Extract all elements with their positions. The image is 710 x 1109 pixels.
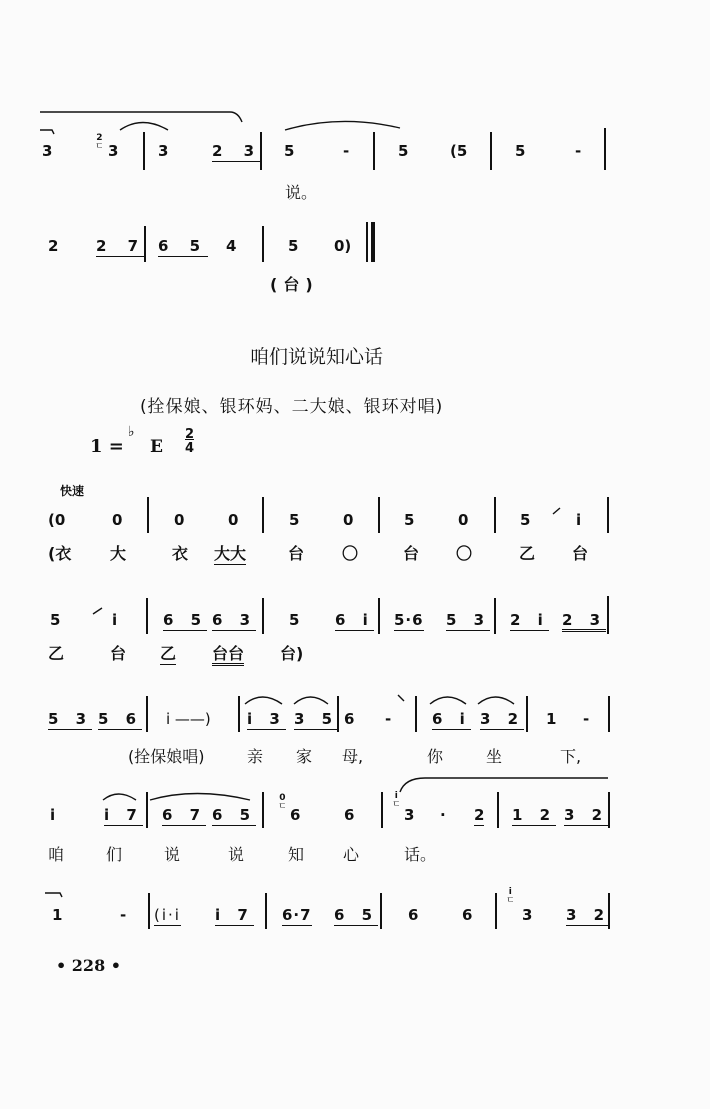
note-group: 1 2 bbox=[512, 806, 557, 824]
song-title: 咱们说说知心话 bbox=[250, 346, 384, 368]
note-group: 5·6 bbox=[394, 611, 424, 629]
lyric: 说 bbox=[164, 845, 181, 864]
dash: - bbox=[583, 710, 590, 728]
bar-line bbox=[490, 132, 492, 170]
bar-line bbox=[238, 696, 240, 732]
bar-line bbox=[260, 132, 262, 170]
note: (5 bbox=[450, 142, 468, 160]
bar-line bbox=[366, 222, 368, 262]
note: 6 bbox=[344, 710, 355, 728]
note-group: 6 3 bbox=[212, 611, 257, 629]
bar-line bbox=[608, 792, 610, 828]
percussion-syllable: 乙 bbox=[519, 544, 536, 563]
note: 2 bbox=[474, 806, 485, 824]
dash: - bbox=[575, 142, 582, 160]
grace-note: 2 ㄷ bbox=[95, 133, 104, 152]
note: 0 bbox=[228, 511, 239, 529]
final-bar-line bbox=[371, 222, 375, 262]
lyric: 们 bbox=[106, 845, 123, 864]
note: i bbox=[50, 806, 56, 824]
lyric: 家 bbox=[296, 747, 313, 766]
note: 2 bbox=[48, 237, 59, 255]
lyric: 咱 bbox=[48, 845, 65, 864]
bar-line bbox=[495, 893, 497, 929]
bar-line bbox=[494, 497, 496, 533]
bar-line bbox=[262, 226, 264, 262]
note: (0 bbox=[48, 511, 66, 529]
percussion-syllable: 台) bbox=[280, 644, 304, 663]
bar-line bbox=[415, 696, 417, 732]
note: 5 bbox=[284, 142, 295, 160]
note: 5 bbox=[50, 611, 61, 629]
bar-line bbox=[380, 893, 382, 929]
note-group: 6 5 bbox=[158, 237, 209, 255]
bar-line bbox=[262, 792, 264, 828]
note-group: 3 5 bbox=[294, 710, 339, 728]
note-group: 6 i bbox=[432, 710, 471, 728]
lyric: 母, bbox=[342, 747, 364, 766]
bar-line bbox=[608, 696, 610, 732]
page-number: • 228 • bbox=[56, 956, 121, 975]
note-group: 2 i bbox=[510, 611, 549, 629]
note-group: i 7 bbox=[215, 906, 254, 924]
note: 6 bbox=[290, 806, 301, 824]
bar-line bbox=[262, 598, 264, 634]
note-group: i 7 bbox=[104, 806, 143, 824]
note-group: i 3 bbox=[247, 710, 286, 728]
note-group: 5 3 bbox=[48, 710, 93, 728]
note-group: 2 3 bbox=[562, 613, 606, 632]
bar-line bbox=[604, 128, 606, 170]
note-group: 6 5 bbox=[163, 611, 208, 629]
note: 0 bbox=[458, 511, 469, 529]
percussion-syllable: 台 bbox=[288, 544, 305, 563]
note: 3 bbox=[522, 906, 533, 924]
percussion-syllable: (衣 bbox=[48, 544, 72, 563]
lyric: 下, bbox=[560, 747, 582, 766]
bar-line bbox=[265, 893, 267, 929]
note: i ——) bbox=[166, 710, 211, 728]
note: 3 bbox=[108, 142, 119, 160]
lyric: 说 bbox=[228, 845, 245, 864]
note: 6 bbox=[408, 906, 419, 924]
note: 0) bbox=[334, 237, 352, 255]
note: 5 bbox=[515, 142, 526, 160]
note: 5 bbox=[289, 611, 300, 629]
bar-line bbox=[144, 226, 146, 262]
bar-line bbox=[494, 598, 496, 634]
note: 1 bbox=[546, 710, 557, 728]
note-group: 5 6 bbox=[98, 710, 143, 728]
bar-line bbox=[146, 696, 148, 732]
bar-line bbox=[146, 598, 148, 634]
note: 3 bbox=[42, 142, 53, 160]
note: 3 bbox=[404, 806, 415, 824]
note-group: 5 3 bbox=[446, 611, 491, 629]
lyric: 话。 bbox=[404, 845, 437, 864]
lyric: 坐 bbox=[486, 747, 503, 766]
note-group: 3 2 bbox=[480, 710, 525, 728]
note: 0 bbox=[343, 511, 354, 529]
percussion-syllable: 乙 bbox=[160, 644, 177, 663]
note-group: 6 i bbox=[335, 611, 374, 629]
bar-line bbox=[381, 792, 383, 828]
bar-line bbox=[497, 792, 499, 828]
note: 5 bbox=[404, 511, 415, 529]
grace-note: 0 ㄷ bbox=[278, 793, 287, 812]
percussion-syllable: 大 bbox=[110, 544, 127, 563]
dash: - bbox=[385, 710, 392, 728]
bar-line bbox=[526, 696, 528, 732]
percussion-syllable: 台 bbox=[110, 644, 127, 663]
song-subtitle: (拴保娘、银环妈、二大娘、银环对唱) bbox=[140, 397, 444, 417]
lyric: 知 bbox=[288, 845, 305, 864]
percussion-syllable: 台台 bbox=[212, 646, 244, 666]
dot: · bbox=[440, 806, 446, 824]
note: i bbox=[112, 611, 118, 629]
note-group: 3 2 bbox=[566, 906, 611, 924]
percussion-syllable: 〇 bbox=[342, 544, 359, 563]
lyric: (台) bbox=[270, 275, 319, 294]
percussion-syllable: 台 bbox=[572, 544, 589, 563]
note-group: 6 7 bbox=[162, 806, 207, 824]
note-group: 2 3 bbox=[212, 142, 263, 160]
note: 6 bbox=[344, 806, 355, 824]
note-group: 6·7 bbox=[282, 906, 312, 924]
percussion-syllable: 大大 bbox=[214, 544, 247, 563]
note: 6 bbox=[462, 906, 473, 924]
note-group: 2 7 bbox=[96, 237, 147, 255]
note: 0 bbox=[174, 511, 185, 529]
bar-line bbox=[143, 132, 145, 170]
note: 5 bbox=[398, 142, 409, 160]
note-group: 3 2 bbox=[564, 806, 609, 824]
bar-line bbox=[148, 893, 150, 929]
note: i bbox=[576, 511, 582, 529]
bar-line bbox=[147, 497, 149, 533]
bar-line bbox=[378, 497, 380, 533]
tempo-marking: 快速 bbox=[60, 484, 85, 498]
note-group: (i·i bbox=[154, 906, 181, 924]
dash: - bbox=[343, 142, 350, 160]
note: 0 bbox=[112, 511, 123, 529]
bar-line bbox=[378, 598, 380, 634]
note-group: 6 5 bbox=[212, 806, 257, 824]
singer-cue: (拴保娘唱) bbox=[128, 747, 205, 766]
dash: - bbox=[120, 906, 127, 924]
bar-line bbox=[608, 893, 610, 929]
bar-line bbox=[607, 596, 609, 634]
lyric: 你 bbox=[427, 747, 444, 766]
lyric: 心 bbox=[343, 845, 360, 864]
percussion-syllable: 乙 bbox=[48, 644, 65, 663]
grace-note: i ㄷ bbox=[392, 791, 401, 810]
bar-line bbox=[607, 497, 609, 533]
note: 4 bbox=[226, 237, 237, 255]
note: 5 bbox=[520, 511, 531, 529]
note-group: 6 5 bbox=[334, 906, 379, 924]
percussion-syllable: 〇 bbox=[456, 544, 473, 563]
percussion-syllable: 台 bbox=[403, 544, 420, 563]
bar-line bbox=[373, 132, 375, 170]
note: 5 bbox=[289, 511, 300, 529]
grace-note: i ㄷ bbox=[506, 887, 515, 906]
time-signature: 2 4 bbox=[185, 427, 195, 456]
bar-line bbox=[337, 696, 339, 732]
bar-line bbox=[146, 792, 148, 828]
lyric: 亲 bbox=[247, 747, 264, 766]
percussion-syllable: 衣 bbox=[172, 544, 189, 563]
lyric: 说。 bbox=[285, 183, 318, 202]
bar-line bbox=[262, 497, 264, 533]
note: 5 bbox=[288, 237, 299, 255]
note: 1 bbox=[52, 906, 63, 924]
note: 3 bbox=[158, 142, 169, 160]
